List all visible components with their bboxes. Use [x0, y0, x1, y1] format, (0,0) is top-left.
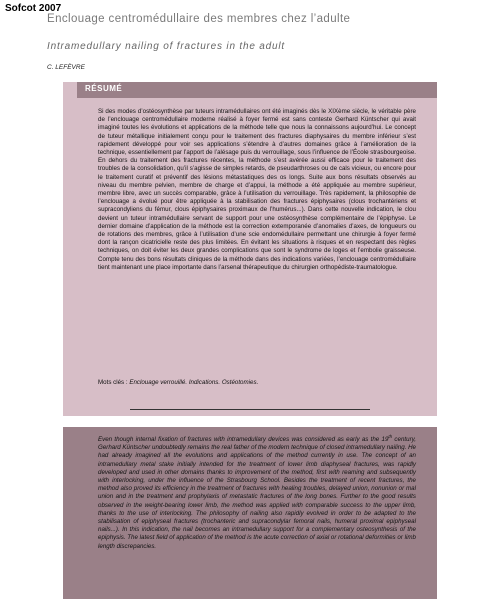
english-title: Intramedullary nailing of fractures in the adult — [47, 41, 285, 52]
resume-section — [63, 82, 437, 416]
french-title: Enclouage centromédullaire des membres chez l’adulte — [47, 13, 351, 25]
resume-body: Si des modes d’ostéosynthèse par tuteurs intramédullaires ont été imaginés dès le XIXème siècle, le véritable père de l’enclouage centromédullaire moderne réalisé à foyer fermé est sans conteste Gerhard Küntscher qui avait imaginé toutes les évolutions et applications de la méthode telle que nous la connaissons aujourd’hui. Le concept de tuteur métallique initialement conçu pour le traitement des fractures diaphysaires du membre inférieur s’est rapidement développé pour voir ses applications s’étendre à d’autres domaines grâce à l’amélioration de la technique, essentiellement par l’apport de l’alésage puis du verrouillage, sous l’influence de l’École strasbourgeoise. En dehors du traitement des fractures récentes, la méthode s’est avérée aussi efficace pour le traitement des troubles de la consolidation, qu’il s’agisse de simples retards, de pseudarthroses ou de cals vicieux, ou encore pour le traitement curatif et préventif des lésions métastatiques des os longs. Suite aux bons résultats observés au niveau du membre pelvien, membre de charge et d’appui, la méthode a été appliquée au membre supérieur, membre libre, avec un succès comparable, grâce à l’utilisation du verrouillage. Très rapidement, la philosophie de l’enclouage a évolué pour être appliquée à la stabilisation des fractures épiphysaires (clous trochantériens et supracondyliens du fémur, clous épiphysaires proximaux de l’humérus...). Dans cette nouvelle indication, le clou devient un tuteur intramédullaire servant de support pour une ostéosynthèse complémentaire de l’épiphyse. Le dernier domaine d’application de la méthode est la correction extemporanée d’anomalies d’axes, de longueurs ou de rotations des membres, grâce à l’utilisation d’une scie endomédullaire permettant une chirurgie à foyer fermé dont la rançon cicatricielle reste des plus limitées. En évitant les situations à risques et en respectant des règles techniques, on doit éviter les deux grandes complications que sont le syndrome de loges et l’embolie graisseuse. Compte tenu des bons résultats cliniques de la méthode dans des indications variées, l’enclouage centromédullaire tient maintenant une place importante dans l’arsenal thérapeutique du chirurgien orthopédiste-traumatologue. — [98, 108, 416, 271]
abstract-body — [98, 433, 416, 551]
abstract-text-start: Even though internal fixation of fractures with intramedullary devices was considered as early as the 19 — [98, 436, 389, 443]
section-divider — [130, 409, 370, 410]
keywords-label: Mots clés : — [98, 379, 128, 386]
abstract-text-rest: century, Gerhard Küntscher undoubtedly remains the real father of the modern technique of closed intramedullary nailing. He had already imagined all the evolutions and applications of the method currently in use. The concept of an intramedullary metal stake initially intended for the treatment of lower limb diaphyseal fractures, was rapidly developed and used in other domains thanks to improvement of the method, first with reaming and subsequently with interlocking, under the influence of the Strasbourg School. Besides the treatment of recent fractures, the method also proved its efficiency in the treatment of fractures with healing troubles, delayed union, nonunion or mal union and in the treatment and prophylaxis of metastatic fractures of the long bones. Further to the good results observed in the weight-bearing lower limb, the method was applied with comparable success to the upper limb, thanks to the use of interlocking. The philosophy of nailing also rapidly evolved in order to be adapted to the stabilisation of epiphyseal fractures (trochanteric and supracondylar femoral nails, humeral proximal epiphyseal nails...). In this indication, the nail becomes an intramedullary support for a complementary osteosynthesis of the epiphysis. The latest field of application of the method is the acute correction of axial or rotational deformities or limb length discrepancies. — [98, 436, 416, 550]
resume-heading: RÉSUMÉ — [85, 84, 123, 93]
conference-tag: Sofcot 2007 — [5, 3, 62, 14]
author-line: C. LEFÈVRE — [47, 64, 85, 71]
abstract-section — [63, 427, 437, 599]
keywords-line — [98, 379, 416, 386]
keywords-list: Enclouage verrouillé. Indications. Ostéotomies. — [129, 379, 259, 386]
resume-heading-bar — [77, 82, 437, 98]
abstract-superscript: th — [388, 433, 393, 439]
